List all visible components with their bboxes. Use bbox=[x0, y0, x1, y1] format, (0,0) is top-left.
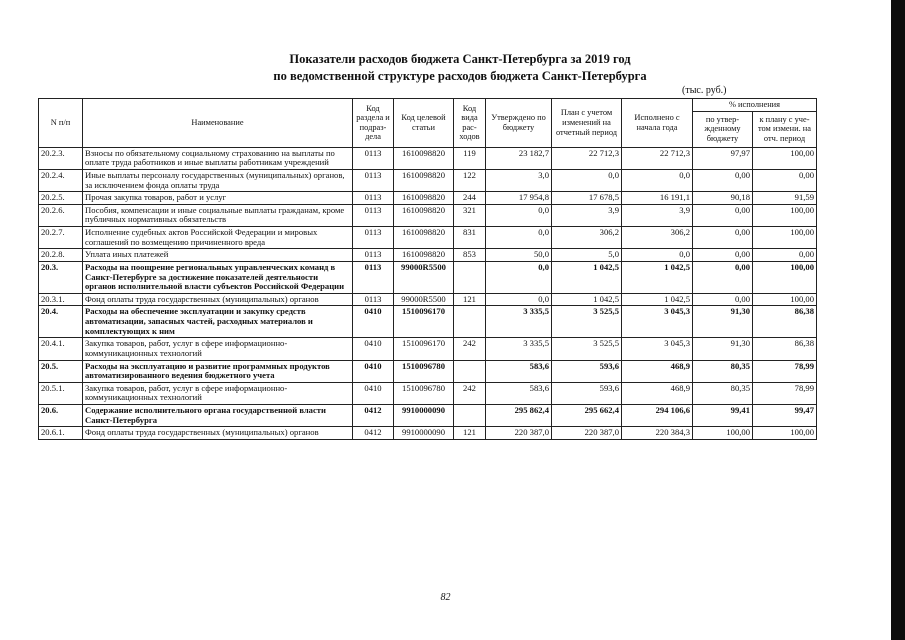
page-number: 82 bbox=[440, 592, 451, 603]
row-executed: 294 106,6 bbox=[622, 405, 693, 427]
row-pct-plan: 100,00 bbox=[753, 427, 817, 440]
row-target-code: 1510096170 bbox=[394, 306, 454, 338]
row-plan: 1 042,5 bbox=[552, 293, 622, 306]
row-plan: 3 525,5 bbox=[552, 338, 622, 360]
header-num: N п/п bbox=[39, 99, 83, 148]
row-kind-code: 121 bbox=[454, 293, 486, 306]
row-pct-approved: 97,97 bbox=[693, 147, 753, 169]
row-approved: 50,0 bbox=[486, 249, 552, 262]
row-pct-approved: 80,35 bbox=[693, 382, 753, 404]
row-number: 20.2.4. bbox=[39, 169, 83, 191]
row-executed: 1 042,5 bbox=[622, 293, 693, 306]
row-name: Расходы на обеспечение эксплуатации и закупку средств автоматизации, запасных частей, расходных материалов и комплектующих к ним bbox=[83, 306, 353, 338]
row-target-code: 1610098820 bbox=[394, 227, 454, 249]
row-plan: 593,6 bbox=[552, 360, 622, 382]
table-row bbox=[39, 261, 817, 293]
header-percent-group: % исполнения bbox=[693, 99, 817, 112]
row-target-code: 1510096780 bbox=[394, 360, 454, 382]
row-executed: 3 045,3 bbox=[622, 306, 693, 338]
row-pct-plan: 100,00 bbox=[753, 204, 817, 226]
row-pct-plan: 100,00 bbox=[753, 227, 817, 249]
table-row bbox=[39, 382, 817, 404]
row-pct-approved: 0,00 bbox=[693, 249, 753, 262]
row-pct-plan: 100,00 bbox=[753, 147, 817, 169]
row-executed: 306,2 bbox=[622, 227, 693, 249]
row-number: 20.3. bbox=[39, 261, 83, 293]
row-pct-approved: 80,35 bbox=[693, 360, 753, 382]
row-number: 20.5. bbox=[39, 360, 83, 382]
header-section: Код раздела и подраз- дела bbox=[353, 99, 394, 148]
row-number: 20.6. bbox=[39, 405, 83, 427]
table-row bbox=[39, 427, 817, 440]
row-number: 20.2.8. bbox=[39, 249, 83, 262]
row-pct-plan: 99,47 bbox=[753, 405, 817, 427]
row-plan: 0,0 bbox=[552, 169, 622, 191]
scan-edge bbox=[891, 0, 905, 640]
table-row bbox=[39, 192, 817, 205]
row-executed: 22 712,3 bbox=[622, 147, 693, 169]
row-section-code: 0113 bbox=[353, 261, 394, 293]
row-number: 20.2.7. bbox=[39, 227, 83, 249]
table-row bbox=[39, 147, 817, 169]
row-kind-code: 119 bbox=[454, 147, 486, 169]
row-section-code: 0113 bbox=[353, 249, 394, 262]
row-number: 20.2.6. bbox=[39, 204, 83, 226]
row-target-code: 1610098820 bbox=[394, 192, 454, 205]
row-number: 20.3.1. bbox=[39, 293, 83, 306]
row-pct-plan: 78,99 bbox=[753, 360, 817, 382]
row-pct-plan: 100,00 bbox=[753, 293, 817, 306]
row-executed: 220 384,3 bbox=[622, 427, 693, 440]
units-label: (тыс. руб.) bbox=[682, 85, 727, 96]
row-approved: 0,0 bbox=[486, 293, 552, 306]
row-target-code: 1610098820 bbox=[394, 147, 454, 169]
row-kind-code: 242 bbox=[454, 338, 486, 360]
header-target: Код целевой статьи bbox=[394, 99, 454, 148]
row-executed: 3 045,3 bbox=[622, 338, 693, 360]
row-section-code: 0113 bbox=[353, 293, 394, 306]
row-target-code: 1610098820 bbox=[394, 249, 454, 262]
row-kind-code bbox=[454, 306, 486, 338]
row-name: Фонд оплаты труда государственных (муниципальных) органов bbox=[83, 427, 353, 440]
row-approved: 3,0 bbox=[486, 169, 552, 191]
header-kind: Код вида рас- ходов bbox=[454, 99, 486, 148]
row-executed: 0,0 bbox=[622, 249, 693, 262]
row-pct-plan: 0,00 bbox=[753, 249, 817, 262]
row-name: Закупка товаров, работ, услуг в сфере информационно-коммуникационных технологий bbox=[83, 338, 353, 360]
row-target-code: 1510096170 bbox=[394, 338, 454, 360]
row-approved: 23 182,7 bbox=[486, 147, 552, 169]
row-executed: 16 191,1 bbox=[622, 192, 693, 205]
row-kind-code: 853 bbox=[454, 249, 486, 262]
row-executed: 468,9 bbox=[622, 382, 693, 404]
row-section-code: 0412 bbox=[353, 427, 394, 440]
row-executed: 3,9 bbox=[622, 204, 693, 226]
row-pct-approved: 0,00 bbox=[693, 169, 753, 191]
row-approved: 0,0 bbox=[486, 204, 552, 226]
row-pct-approved: 0,00 bbox=[693, 293, 753, 306]
row-section-code: 0412 bbox=[353, 405, 394, 427]
row-plan: 17 678,5 bbox=[552, 192, 622, 205]
header-executed: Исполнено с начала года bbox=[622, 99, 693, 148]
table-row bbox=[39, 169, 817, 191]
row-approved: 220 387,0 bbox=[486, 427, 552, 440]
row-pct-plan: 78,99 bbox=[753, 382, 817, 404]
header-pct-plan: к плану с уче- том измени. на отч. период bbox=[753, 111, 817, 147]
row-number: 20.4.1. bbox=[39, 338, 83, 360]
row-pct-plan: 91,59 bbox=[753, 192, 817, 205]
row-section-code: 0410 bbox=[353, 306, 394, 338]
row-executed: 468,9 bbox=[622, 360, 693, 382]
row-plan: 295 662,4 bbox=[552, 405, 622, 427]
header-approved: Утверждено по бюджету bbox=[486, 99, 552, 148]
row-pct-approved: 90,18 bbox=[693, 192, 753, 205]
row-plan: 3 525,5 bbox=[552, 306, 622, 338]
row-section-code: 0113 bbox=[353, 204, 394, 226]
row-kind-code: 321 bbox=[454, 204, 486, 226]
row-kind-code: 122 bbox=[454, 169, 486, 191]
row-executed: 1 042,5 bbox=[622, 261, 693, 293]
row-section-code: 0113 bbox=[353, 169, 394, 191]
row-target-code: 99000R5500 bbox=[394, 261, 454, 293]
row-name: Закупка товаров, работ, услуг в сфере информационно-коммуникационных технологий bbox=[83, 382, 353, 404]
header-plan: План с учетом изменений на отчетный период bbox=[552, 99, 622, 148]
row-pct-approved: 99,41 bbox=[693, 405, 753, 427]
row-pct-plan: 100,00 bbox=[753, 261, 817, 293]
row-name: Иные выплаты персоналу государственных (муниципальных) органов, за исключением фонда оплаты труда bbox=[83, 169, 353, 191]
row-kind-code bbox=[454, 261, 486, 293]
row-plan: 593,6 bbox=[552, 382, 622, 404]
row-approved: 3 335,5 bbox=[486, 306, 552, 338]
row-pct-approved: 100,00 bbox=[693, 427, 753, 440]
row-plan: 3,9 bbox=[552, 204, 622, 226]
row-plan: 220 387,0 bbox=[552, 427, 622, 440]
row-pct-approved: 0,00 bbox=[693, 227, 753, 249]
row-name: Пособия, компенсации и иные социальные выплаты гражданам, кроме публичных нормативных обязательств bbox=[83, 204, 353, 226]
row-name: Взносы по обязательному социальному страхованию на выплаты по оплате труда работников и иные выплаты работникам учреждений bbox=[83, 147, 353, 169]
table-row bbox=[39, 405, 817, 427]
header-name: Наименование bbox=[83, 99, 353, 148]
row-executed: 0,0 bbox=[622, 169, 693, 191]
row-name: Уплата иных платежей bbox=[83, 249, 353, 262]
row-pct-approved: 0,00 bbox=[693, 261, 753, 293]
row-kind-code bbox=[454, 405, 486, 427]
row-kind-code bbox=[454, 360, 486, 382]
row-name: Исполнение судебных актов Российской Федерации и мировых соглашений по возмещению причиненного вреда bbox=[83, 227, 353, 249]
row-pct-plan: 86,38 bbox=[753, 306, 817, 338]
row-approved: 583,6 bbox=[486, 360, 552, 382]
row-target-code: 1610098820 bbox=[394, 169, 454, 191]
row-target-code: 99000R5500 bbox=[394, 293, 454, 306]
expenses-table bbox=[38, 98, 817, 440]
row-number: 20.6.1. bbox=[39, 427, 83, 440]
row-name: Расходы на поощрение региональных управленческих команд в Санкт-Петербурге за достижение показателей деятельности органов исполнительной власти субъектов Российской Федерации bbox=[83, 261, 353, 293]
row-pct-approved: 0,00 bbox=[693, 204, 753, 226]
row-section-code: 0113 bbox=[353, 227, 394, 249]
header-pct-approved: по утвер- жденному бюджету bbox=[693, 111, 753, 147]
table-row bbox=[39, 227, 817, 249]
row-section-code: 0113 bbox=[353, 192, 394, 205]
row-target-code: 1510096780 bbox=[394, 382, 454, 404]
row-plan: 22 712,3 bbox=[552, 147, 622, 169]
row-approved: 17 954,8 bbox=[486, 192, 552, 205]
table-row bbox=[39, 338, 817, 360]
row-number: 20.2.5. bbox=[39, 192, 83, 205]
row-kind-code: 121 bbox=[454, 427, 486, 440]
row-approved: 295 862,4 bbox=[486, 405, 552, 427]
row-number: 20.2.3. bbox=[39, 147, 83, 169]
table-row bbox=[39, 204, 817, 226]
row-approved: 0,0 bbox=[486, 227, 552, 249]
row-kind-code: 242 bbox=[454, 382, 486, 404]
row-approved: 0,0 bbox=[486, 261, 552, 293]
document-subtitle: по ведомственной структуре расходов бюджета Санкт-Петербурга bbox=[273, 69, 647, 83]
row-target-code: 9910000090 bbox=[394, 405, 454, 427]
row-section-code: 0410 bbox=[353, 360, 394, 382]
row-number: 20.5.1. bbox=[39, 382, 83, 404]
table-row bbox=[39, 360, 817, 382]
row-plan: 1 042,5 bbox=[552, 261, 622, 293]
row-plan: 306,2 bbox=[552, 227, 622, 249]
table-row bbox=[39, 249, 817, 262]
row-section-code: 0410 bbox=[353, 382, 394, 404]
row-kind-code: 244 bbox=[454, 192, 486, 205]
row-pct-approved: 91,30 bbox=[693, 338, 753, 360]
row-pct-plan: 0,00 bbox=[753, 169, 817, 191]
row-number: 20.4. bbox=[39, 306, 83, 338]
row-target-code: 1610098820 bbox=[394, 204, 454, 226]
row-section-code: 0113 bbox=[353, 147, 394, 169]
row-approved: 583,6 bbox=[486, 382, 552, 404]
row-pct-plan: 86,38 bbox=[753, 338, 817, 360]
row-pct-approved: 91,30 bbox=[693, 306, 753, 338]
row-kind-code: 831 bbox=[454, 227, 486, 249]
row-name: Фонд оплаты труда государственных (муниципальных) органов bbox=[83, 293, 353, 306]
row-section-code: 0410 bbox=[353, 338, 394, 360]
row-name: Прочая закупка товаров, работ и услуг bbox=[83, 192, 353, 205]
table-row bbox=[39, 293, 817, 306]
row-name: Расходы на эксплуатацию и развитие программных продуктов автоматизированного ведения бюджетного учета bbox=[83, 360, 353, 382]
row-plan: 5,0 bbox=[552, 249, 622, 262]
row-target-code: 9910000090 bbox=[394, 427, 454, 440]
row-approved: 3 335,5 bbox=[486, 338, 552, 360]
document-title: Показатели расходов бюджета Санкт-Петербурга за 2019 год bbox=[289, 52, 631, 66]
table-row bbox=[39, 306, 817, 338]
row-name: Содержание исполнительного органа государственной власти Санкт-Петербурга bbox=[83, 405, 353, 427]
